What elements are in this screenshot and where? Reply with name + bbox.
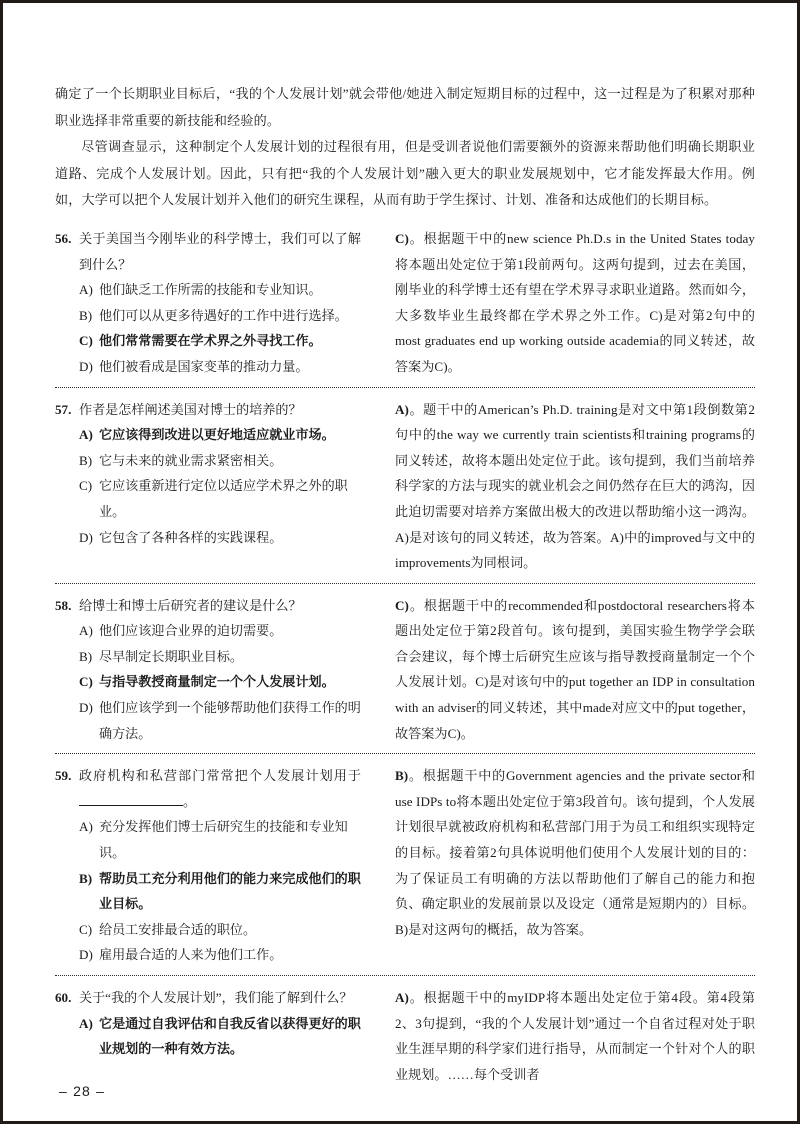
- page-number: – 28 –: [59, 1083, 106, 1099]
- question-number-60: 60.: [55, 990, 72, 1005]
- option-text: 给员工安排最合适的职位。: [99, 921, 257, 937]
- answer-letter-58: C): [395, 597, 409, 613]
- option-letter: C): [79, 333, 93, 349]
- option-57-d[interactable]: [55, 525, 361, 551]
- question-number-56: 56.: [55, 230, 72, 246]
- option-letter: A): [79, 1015, 93, 1031]
- explanation-column-58: [373, 593, 755, 747]
- option-text: 它应该得到改进以更好地适应就业市场。: [99, 427, 335, 443]
- question-column-58: [55, 593, 373, 747]
- option-letter: B): [79, 307, 93, 323]
- option-letter: D): [79, 947, 93, 963]
- answer-letter-57: A): [395, 401, 409, 417]
- question-stem-59: [55, 763, 361, 814]
- intro-paragraph-1: 确定了一个长期职业目标后，“我的个人发展计划”就会带他/她进入制定短期目标的过程中，这一过程是为了积累对那种职业选择非常重要的新技能和经验的。: [55, 86, 755, 128]
- option-56-b[interactable]: [55, 303, 361, 329]
- question-stem-text-59: [79, 763, 361, 814]
- explanation-text-59: 。根据题干中的Government agencies and the private sector和use IDPs to将本题出处定位于第3段首句。该句提到，个人发展计划很早就被政府机构和私营部门用于为员工和组织实现特定的目标。接着第2句具体说明他们使用个人发展计划的目的：为了保证员工有明确的方法以帮助他们了解自己的能力和抱负、确定职业的发展前景以及设定（通常是短期内的）目标。B)是对这两句的概括，故为答案。: [395, 768, 755, 937]
- option-letter: B): [79, 648, 93, 664]
- question-column-59: [55, 763, 373, 968]
- question-block-59: [55, 754, 755, 975]
- question-stem-56: [55, 226, 361, 277]
- option-59-a[interactable]: [55, 814, 361, 865]
- answer-letter-60: A): [395, 990, 409, 1005]
- option-59-c[interactable]: [55, 917, 361, 943]
- option-56-d[interactable]: [55, 354, 361, 380]
- option-text: 他们应该迎合业界的迫切需要。: [99, 623, 283, 639]
- explanation-58: [395, 593, 755, 747]
- option-text: 帮助员工充分利用他们的能力来完成他们的职业目标。: [99, 870, 361, 912]
- option-57-c[interactable]: [55, 473, 361, 524]
- question-column-60: [55, 985, 373, 1062]
- page-content: [55, 81, 755, 1094]
- option-letter: A): [79, 282, 93, 298]
- explanation-59: [395, 763, 755, 942]
- explanation-text-57: 。题干中的American’s Ph.D. training是对文中第1段倒数第2句中的the way we currently train scientists和training programs的同义转述，故将本题出处定位于此。该句提到，我们当前培养科学家的方法与现实的就业机会之间仍然存在巨大的鸿沟，因此迫切需要对培养方案做出极大的改进以帮助缩小这一鸿沟。A)是对该句的同义转述，故为答案。A)中的improved与文中的improvements为同根词。: [395, 401, 755, 571]
- option-text: 充分发挥他们博士后研究生的技能和专业知识。: [99, 819, 348, 861]
- explanation-56: [395, 226, 755, 380]
- question-column-56: [55, 226, 373, 380]
- option-letter: C): [79, 478, 93, 494]
- explanation-57: [395, 397, 755, 576]
- answer-blank-59: [79, 792, 183, 806]
- option-58-a[interactable]: [55, 618, 361, 644]
- option-text: 他们缺乏工作所需的技能和专业知识。: [99, 282, 322, 298]
- answer-letter-56: C): [395, 230, 409, 246]
- question-number-58: 58.: [55, 597, 72, 613]
- option-letter: A): [79, 623, 93, 639]
- explanation-text-60: 。根据题干中的myIDP将本题出处定位于第4段。第4段第2、3句提到，“我的个人发展计划”通过一个自省过程对处于职业生涯早期的科学家们进行指导，从而制定一个针对个人的职业规划。……每个受训者: [395, 990, 755, 1082]
- question-stem-60: [55, 985, 361, 1011]
- question-number-59: 59.: [55, 768, 72, 784]
- explanation-column-57: [373, 397, 755, 576]
- question-stem-text-57: 作者是怎样阐述美国对博士的培养的？: [79, 401, 302, 417]
- question-stem-58: [55, 593, 361, 619]
- question-stem-text-58: 给博士和博士后研究者的建议是什么？: [79, 597, 302, 613]
- option-letter: A): [79, 427, 93, 443]
- option-59-d[interactable]: [55, 942, 361, 968]
- option-letter: D): [79, 529, 93, 545]
- explanation-column-56: [373, 226, 755, 380]
- question-number-57: 57.: [55, 401, 72, 417]
- option-57-a[interactable]: [55, 422, 361, 448]
- option-text: 尽早制定长期职业目标。: [99, 648, 244, 664]
- option-letter: C): [79, 674, 93, 690]
- question-stem-57: [55, 397, 361, 423]
- option-59-b[interactable]: [55, 866, 361, 917]
- explanation-column-59: [373, 763, 755, 942]
- option-58-c[interactable]: [55, 669, 361, 695]
- option-letter: B): [79, 870, 93, 886]
- option-58-b[interactable]: [55, 644, 361, 670]
- option-text: 它与未来的就业需求紧密相关。: [99, 452, 283, 468]
- option-56-a[interactable]: [55, 277, 361, 303]
- option-text: 他们常常需要在学术界之外寻找工作。: [99, 333, 322, 349]
- option-letter: D): [79, 358, 93, 374]
- question-block-56: [55, 214, 755, 387]
- explanation-60: [395, 985, 755, 1087]
- explanation-column-60: [373, 985, 755, 1087]
- explanation-text-56: 。根据题干中的new science Ph.D.s in the United States today将本题出处定位于第1段前两句。这两句提到，过去在美国，刚毕业的科学博士还有望在学术界寻求职业道路。然而如今，大多数毕业生最终都在学术界之外工作。C)是对第2句中的most graduates end up working outside academia的同义转述，故答案为C)。: [395, 230, 755, 374]
- option-letter: A): [79, 819, 93, 835]
- option-58-d[interactable]: [55, 695, 361, 746]
- question-column-57: [55, 397, 373, 551]
- question-stem-text-60: 关于“我的个人发展计划”，我们能了解到什么？: [79, 990, 353, 1005]
- explanation-text-58: 。根据题干中的recommended和postdoctoral researchers将本题出处定位于第2段首句。该句提到，美国实验生物学学会联合会建议，每个博士后研究生应该与指导教授商量制定一个个人发展计划。C)是对该句中的put together an IDP in consultation with an adviser的同义转述，其中made对应文中的put together，故答案为C)。: [395, 597, 755, 741]
- question-stem-text-56: 关于美国当今刚毕业的科学博士，我们可以了解到什么？: [79, 230, 361, 272]
- question-block-57: [55, 388, 755, 583]
- option-57-b[interactable]: [55, 448, 361, 474]
- option-text: 它是通过自我评估和自我反省以获得更好的职业规划的一种有效方法。: [99, 1015, 361, 1057]
- option-text: 雇用最合适的人来为他们工作。: [99, 947, 283, 963]
- question-stem-body-59: 政府机构和私营部门常常把个人发展计划用于: [79, 768, 361, 784]
- option-text: 他们可以从更多待遇好的工作中进行选择。: [99, 307, 348, 323]
- option-60-a[interactable]: [55, 1011, 361, 1062]
- option-text: 与指导教授商量制定一个个人发展计划。: [99, 674, 335, 690]
- option-letter: D): [79, 700, 93, 716]
- option-text: 它包含了各种各样的实践课程。: [99, 529, 283, 545]
- question-stem-tail-59: 。: [183, 793, 197, 809]
- question-block-58: [55, 584, 755, 754]
- answer-letter-59: B): [395, 768, 409, 784]
- option-letter: B): [79, 452, 93, 468]
- option-letter: C): [79, 921, 93, 937]
- option-text: 他们应该学到一个能够帮助他们获得工作的明确方法。: [99, 700, 361, 741]
- question-block-60: [55, 976, 755, 1094]
- intro-paragraph-2: 尽管调查显示，这种制定个人发展计划的过程很有用，但是受训者说他们需要额外的资源来帮助他们明确长期职业道路、完成个人发展计划。因此，只有把“我的个人发展计划”融入更大的职业发展规划中，它才能发挥最大作用。例如，大学可以把个人发展计划并入他们的研究生课程，从而有助于学生探讨、计划、准备和达成他们的长期目标。: [55, 139, 755, 208]
- option-text: 他们被看成是国家变革的推动力量。: [99, 358, 309, 374]
- option-56-c[interactable]: [55, 328, 361, 354]
- option-text: 它应该重新进行定位以适应学术界之外的职业。: [99, 478, 348, 519]
